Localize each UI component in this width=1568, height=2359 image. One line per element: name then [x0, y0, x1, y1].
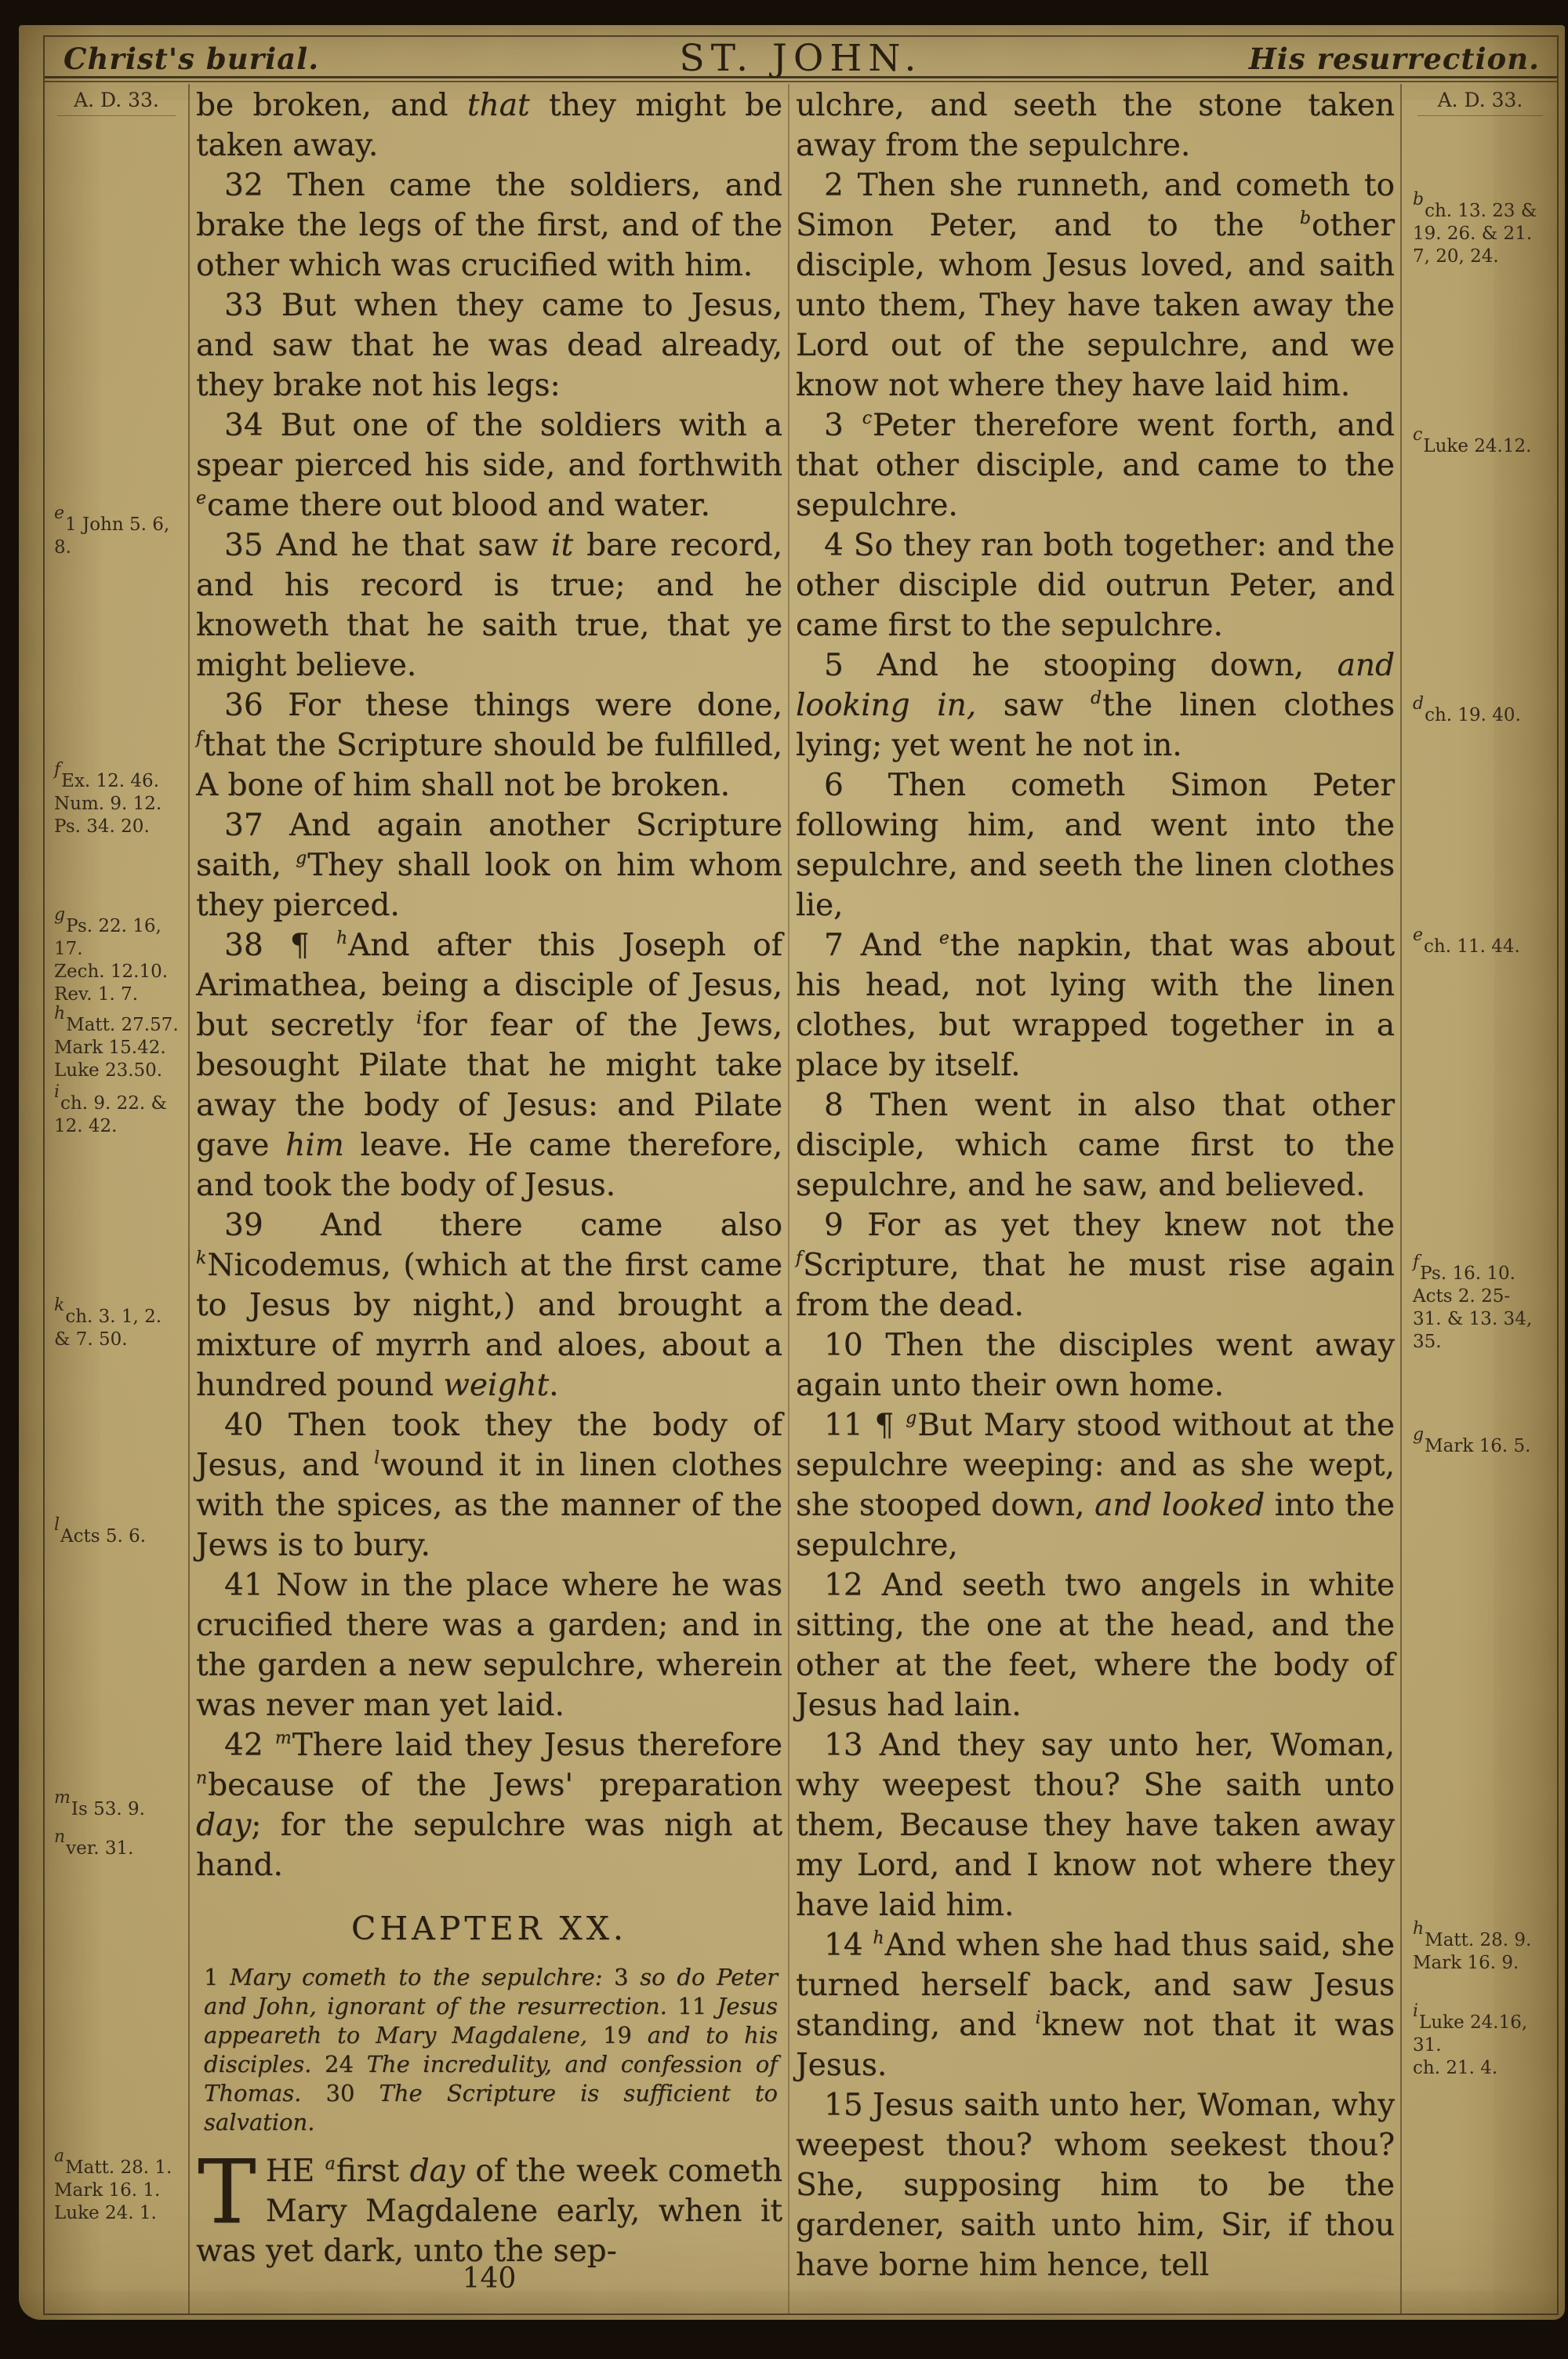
verse: 9 For as yet they knew not the $^f$Scripture, that he must rise again from the dead. — [796, 1208, 1395, 1323]
cross-reference-mark: e — [938, 929, 949, 948]
page-content — [45, 84, 1557, 2314]
running-head-left: Christ's burial. — [64, 41, 320, 76]
cross-reference-mark: a — [54, 2146, 65, 2166]
margin-reference: $^f$Ps. 16. 10. Acts 2. 25- 31. & 13. 34, 35. — [1413, 1252, 1533, 1352]
verse: 35 And he that saw it bare record, and his record is true; and he knoweth that he saith true, that ye might believe. — [196, 528, 782, 683]
verse: 34 But one of the soldiers with a spear pierced his side, and forthwith $^e$came there out blood and water. — [196, 408, 782, 523]
running-head-right: His resurrection. — [1248, 41, 1540, 76]
cross-reference-mark: g — [906, 1408, 917, 1428]
cross-reference-mark: g — [54, 905, 66, 925]
verse: ulchre, and seeth the stone taken away from the sepulchre. — [796, 88, 1395, 163]
margin-reference: $^e$ch. 11. 44. — [1413, 925, 1520, 957]
margin-reference: $^l$Acts 5. 6. — [54, 1515, 147, 1547]
verse-text: HE $^a$first day of the week cometh Mary Magdalene early, when it was yet dark, unto the sep- — [196, 2154, 782, 2269]
verse: 11 ¶ $^g$But Mary stood without at the sepulchre weeping: and as she wept, she stooped down, and looked into the sepulchre, — [796, 1408, 1396, 1563]
cross-reference-mark: i — [54, 1082, 60, 1102]
drop-cap: T — [198, 2142, 256, 2244]
cross-reference-mark: m — [54, 1788, 71, 1808]
page-number: 140 — [462, 2263, 517, 2295]
margin-reference: $^d$ch. 19. 40. — [1413, 694, 1521, 725]
verse: 38 ¶ $^h$And after this Joseph of Arimathea, being a disciple of Jesus, but secretly $^i$for fear of the Jews, besought Pilate that he might take away the body of Jesus: and Pilate gave him leave. He came therefore, and took the body of Jesus. — [196, 928, 782, 1203]
cross-reference-mark: h — [873, 1928, 884, 1948]
margin-reference: $^i$ch. 9. 22. & 12. 42. — [54, 1082, 167, 1136]
verse: 36 For these things were done, $^f$that the Scripture should be fulfilled, A bone of him shall not be broken. — [196, 688, 782, 803]
chapter-summary: 1 Mary cometh to the sepulchre: 3 so do Peter and John, ignorant of the resurrection. 11 Jesus appeareth to Mary Magdalene, 19 and to his disciples. 24 The incredulity, and confession of Thomas. 30 The Scripture is sufficient to salvation. — [204, 1964, 779, 2135]
cross-reference-mark: f — [196, 729, 203, 748]
paper — [19, 25, 1565, 2320]
cross-reference-mark: e — [1413, 925, 1424, 945]
cross-reference-mark: e — [54, 503, 65, 523]
cross-reference-mark: n — [54, 1827, 66, 1847]
cross-reference-mark: g — [296, 849, 307, 868]
cross-reference-mark: c — [1413, 425, 1423, 445]
ad-label: A. D. 33. — [1417, 89, 1544, 116]
verse: 7 And $^e$the napkin, that was about his head, not lying with the linen clothes, but wrapped together in a place by itself. — [796, 928, 1396, 1083]
cross-reference-mark: c — [862, 409, 873, 428]
cross-reference-mark: m — [274, 1728, 292, 1748]
verse: 13 And they say unto her, Woman, why weepest thou? She saith unto them, Because they have taken away my Lord, and I know not where they have laid him. — [796, 1728, 1395, 1923]
cross-reference-mark: h — [54, 1004, 66, 1023]
margin-reference: $^f$Ex. 12. 46. Num. 9. 12. Ps. 34. 20. — [54, 760, 162, 837]
verse: 33 But when they came to Jesus, and saw that he was dead already, they brake not his legs: — [196, 288, 782, 403]
header-rule — [45, 76, 1557, 82]
left-margin-column — [45, 84, 188, 2314]
verse: 2 Then she runneth, and cometh to Simon Peter, and to the $^b$other disciple, whom Jesus loved, and saith unto them, They have taken away the Lord out of the sepulchre, and we know not where they have laid him. — [796, 168, 1395, 403]
cross-reference-mark: h — [1413, 1919, 1425, 1939]
cross-reference-mark: b — [1299, 209, 1311, 228]
margin-reference: $^h$Matt. 27.57. Mark 15.42. Luke 23.50. — [54, 1004, 179, 1081]
right-verses — [796, 85, 1395, 2285]
cross-reference-mark: i — [1035, 2008, 1041, 2028]
cross-reference-mark: g — [1413, 1425, 1425, 1445]
cross-reference-mark: k — [196, 1249, 207, 1268]
verse: 3 $^c$Peter therefore went forth, and that other disciple, and came to the sepulchre. — [796, 408, 1395, 523]
cross-reference-mark: i — [416, 1009, 423, 1028]
verse: 42 $^m$There laid they Jesus therefore $^n$because of the Jews' preparation day; for the sepulchre was nigh at hand. — [196, 1728, 782, 1883]
verse: 14 $^h$And when she had thus said, she turned herself back, and saw Jesus standing, and $^i$knew not that it was Jesus. — [796, 1928, 1396, 2083]
cross-reference-mark: l — [374, 1448, 380, 1468]
margin-reference: $^m$Is 53. 9. — [54, 1788, 145, 1819]
margin-reference: $^n$ver. 31. — [54, 1827, 134, 1859]
cross-reference-mark: f — [1413, 1252, 1420, 1272]
cross-reference-mark: l — [54, 1515, 60, 1535]
margin-reference: $^i$Luke 24.16, 31. ch. 21. 4. — [1413, 2001, 1528, 2078]
chapter-heading: CHAPTER XX. — [351, 1910, 627, 1947]
cross-reference-mark: f — [796, 1249, 803, 1268]
margin-reference: $^g$Mark 16. 5. — [1413, 1425, 1531, 1456]
cross-reference-mark: k — [54, 1296, 65, 1315]
margin-reference: $^a$Matt. 28. 1. Mark 16. 1. Luke 24. 1. — [54, 2146, 172, 2223]
verse: be broken, and that they might be taken away. — [196, 88, 782, 163]
cross-reference-mark: f — [54, 760, 61, 780]
cross-reference-mark: d — [1090, 689, 1102, 708]
book-title: ST. JOHN. — [679, 37, 923, 80]
right-margin-column — [1403, 84, 1557, 2314]
verse: 12 And seeth two angels in white sitting, the one at the head, and the other at the feet, where the body of Jesus had lain. — [796, 1568, 1395, 1723]
right-text-column — [796, 84, 1395, 2314]
verse: 32 Then came the soldiers, and brake the legs of the first, and of the other which was crucified with him. — [196, 168, 782, 283]
verse: 6 Then cometh Simon Peter following him, and went into the sepulchre, and seeth the linen clothes lie, — [796, 768, 1395, 923]
cross-reference-mark: n — [196, 1768, 208, 1788]
verse: 15 Jesus saith unto her, Woman, why weepest thou? whom seekest thou? She, supposing him to be the gardener, saith unto him, Sir, if thou have borne him hence, tell — [796, 2088, 1395, 2283]
page-header — [45, 37, 1557, 80]
column-rule — [1400, 84, 1402, 2314]
cross-reference-mark: e — [196, 489, 207, 508]
verse: 5 And he stooping down, and looking in, saw $^d$the linen clothes lying; yet went he not in. — [796, 648, 1395, 763]
column-rule — [188, 84, 190, 2314]
column-rule — [788, 84, 789, 2314]
margin-reference: $^k$ch. 3. 1, 2. & 7. 50. — [54, 1296, 162, 1350]
cross-reference-mark: i — [1413, 2001, 1419, 2021]
left-text-column — [196, 84, 782, 2314]
verse-with-dropcap — [196, 2142, 782, 2271]
margin-reference: $^e$1 John 5. 6, 8. — [54, 503, 170, 558]
ad-label: A. D. 33. — [57, 89, 175, 116]
page-frame — [43, 35, 1559, 2315]
verse: 8 Then went in also that other disciple, which came first to the sepulchre, and he saw, and believed. — [796, 1088, 1395, 1203]
verse: 10 Then the disciples went away again unto their own home. — [796, 1328, 1395, 1403]
verse: 37 And again another Scripture saith, $^g$They shall look on him whom they pierced. — [196, 808, 782, 923]
verse: 41 Now in the place where he was crucified there was a garden; and in the garden a new sepulchre, wherein was never man yet laid. — [196, 1568, 782, 1723]
margin-reference: $^c$Luke 24.12. — [1413, 425, 1532, 456]
margin-reference: $^h$Matt. 28. 9. Mark 16. 9. — [1413, 1919, 1532, 1973]
margin-reference: $^g$Ps. 22. 16, 17. Zech. 12.10. Rev. 1. 7. — [54, 905, 169, 1005]
cross-reference-mark: b — [1413, 190, 1425, 209]
left-verses — [196, 85, 782, 1885]
verse: 39 And there came also $^k$Nicodemus, (which at the first came to Jesus by night,) and brought a mixture of myrrh and aloes, about a hundred pound weight. — [196, 1208, 782, 1403]
margin-reference: $^b$ch. 13. 23 & 19. 26. & 21. 7, 20, 24. — [1413, 190, 1537, 267]
cross-reference-mark: d — [1413, 694, 1425, 714]
cross-reference-mark: h — [336, 929, 348, 948]
verse: 4 So they ran both together: and the other disciple did outrun Peter, and came first to the sepulchre. — [796, 528, 1395, 643]
verse: 40 Then took they the body of Jesus, and $^l$wound it in linen clothes with the spices, as the manner of the Jews is to bury. — [196, 1408, 782, 1563]
cross-reference-mark: a — [325, 2154, 336, 2174]
